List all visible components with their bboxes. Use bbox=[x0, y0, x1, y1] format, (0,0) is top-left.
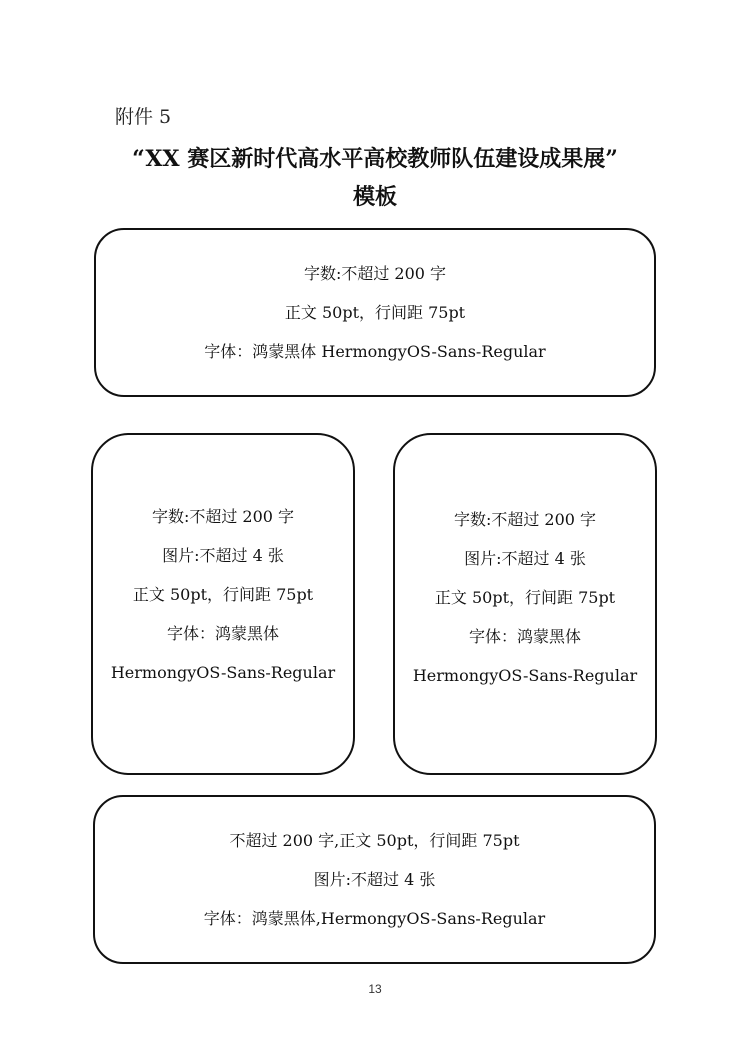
template-box-top bbox=[94, 228, 656, 397]
box-right-font-spec: 字体：鸿蒙黑体 bbox=[468, 627, 581, 646]
box-right-text-spec: 正文 50pt，行间距 75pt bbox=[434, 588, 616, 607]
box-top-font-spec: 字体：鸿蒙黑体 HermongyOS-Sans-Regular bbox=[204, 341, 546, 361]
box-right-word-count: 字数:不超过 200 字 bbox=[453, 510, 597, 529]
box-left-font-name: HermongyOS-Sans-Regular bbox=[110, 663, 336, 682]
box-left-text-spec: 正文 50pt，行间距 75pt bbox=[132, 585, 314, 604]
template-box-bottom bbox=[93, 795, 656, 964]
box-left-word-count: 字数:不超过 200 字 bbox=[151, 507, 295, 526]
attachment-label: 附件 5 bbox=[115, 106, 172, 128]
document-subtitle: 模板 bbox=[352, 184, 397, 210]
box-left-image-count: 图片:不超过 4 张 bbox=[162, 546, 284, 565]
box-right-image-count: 图片:不超过 4 张 bbox=[464, 549, 586, 568]
box-top-text-spec: 正文 50pt，行间距 75pt bbox=[284, 302, 466, 322]
box-bottom-font-spec: 字体：鸿蒙黑体,HermongyOS-Sans-Regular bbox=[203, 908, 546, 928]
box-bottom-image-count: 图片:不超过 4 张 bbox=[313, 869, 436, 889]
box-top-word-count: 字数:不超过 200 字 bbox=[303, 263, 447, 283]
box-right-font-name: HermongyOS-Sans-Regular bbox=[412, 666, 638, 685]
box-bottom-text-spec: 不超过 200 字,正文 50pt，行间距 75pt bbox=[229, 830, 520, 850]
document-title: “XX 赛区新时代高水平高校教师队伍建设成果展” bbox=[132, 146, 618, 172]
template-box-left bbox=[91, 433, 355, 775]
box-left-font-spec: 字体：鸿蒙黑体 bbox=[166, 624, 279, 643]
page-number: 13 bbox=[368, 982, 382, 996]
template-box-right bbox=[393, 433, 657, 775]
